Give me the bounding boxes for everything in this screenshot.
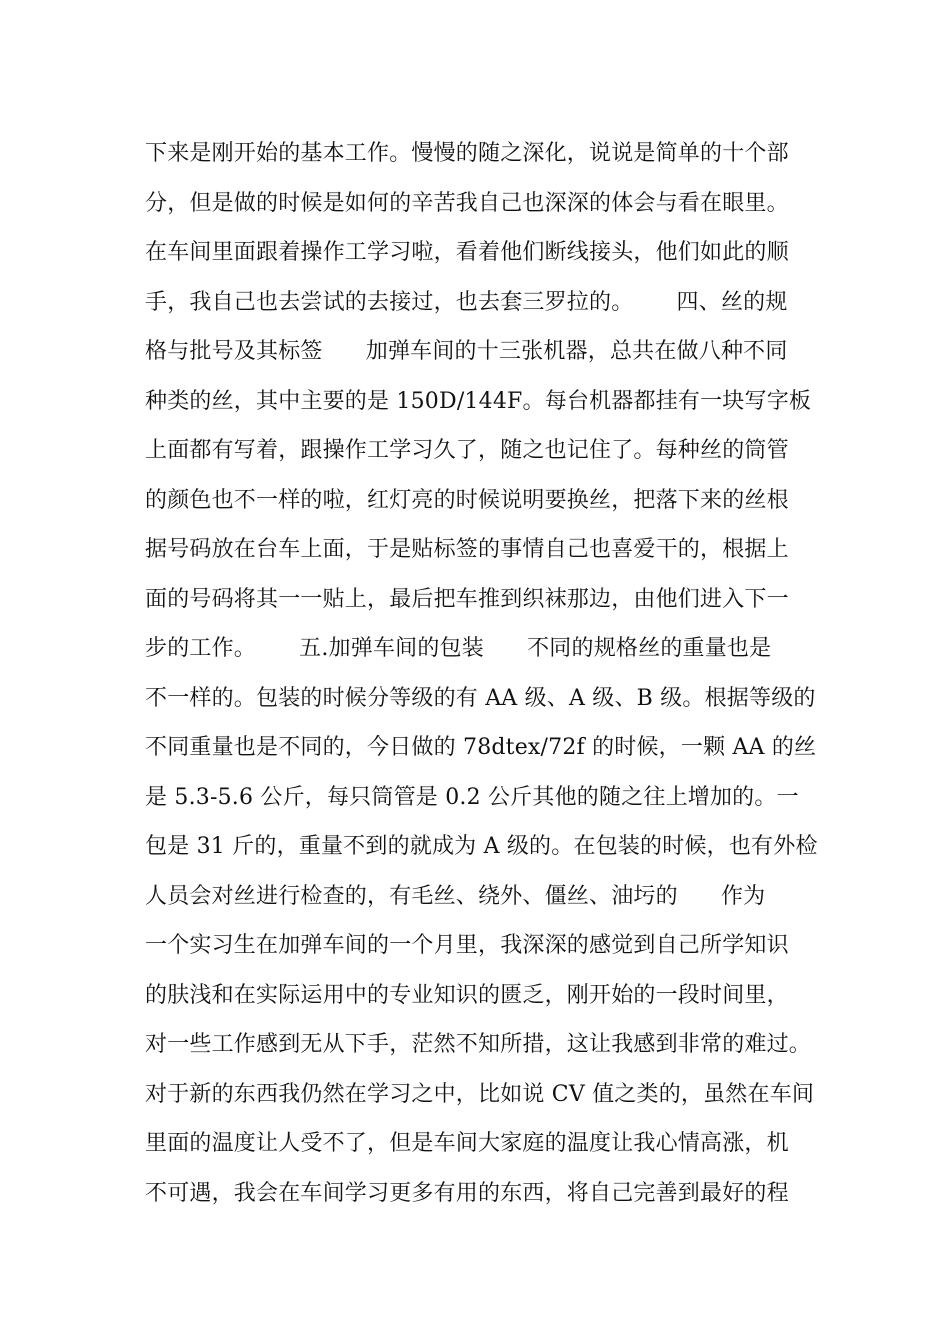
text-line: 面的号码将其一一贴上，最后把车推到织袜那边，由他们进入下一	[145, 586, 789, 612]
text-line: 的肤浅和在实际运用中的专业知识的匮乏，刚开始的一段时间里，	[145, 982, 789, 1008]
text-line: 手，我自己也去尝试的去接过，也去套三罗拉的。 四、丝的规	[145, 289, 788, 315]
text-line: 里面的温度让人受不了，但是车间大家庭的温度让我心情高涨，机	[145, 1131, 789, 1156]
body-text	[145, 129, 865, 1218]
text-line: 不可遇，我会在车间学习更多有用的东西，将自己完善到最好的程	[145, 1180, 789, 1206]
text-line: 是 5.3-5.6 公斤，每只筒管是 0.2 公斤其他的随之往上增加的。一	[145, 784, 799, 810]
text-line: 分，但是做的时候是如何的辛苦我自己也深深的体会与看在眼里。	[145, 190, 789, 216]
text-line: 一个实习生在加弹车间的一个月里，我深深的感觉到自己所学知识	[145, 933, 789, 958]
text-line: 据号码放在台车上面，于是贴标签的事情自己也喜爱干的，根据上	[145, 537, 789, 562]
text-line: 不同重量也是不同的，今日做的 78dtex/72f 的时候，一颗 AA 的丝	[145, 735, 817, 760]
text-line: 格与批号及其标签 加弹车间的十三张机器，总共在做八种不同	[145, 339, 788, 364]
text-line: 在车间里面跟着操作工学习啦，看着他们断线接头，他们如此的顺	[145, 240, 789, 265]
text-line: 对一些工作感到无从下手，茫然不知所措，这让我感到非常的难过。	[145, 1032, 812, 1057]
text-line: 的颜色也不一样的啦，红灯亮的时候说明要换丝，把落下来的丝根	[145, 487, 789, 513]
text-line: 下来是刚开始的基本工作。慢慢的随之深化，说说是简单的十个部	[145, 141, 789, 166]
text-line: 包是 31 斤的，重量不到的就成为 A 级的。在包装的时候，也有外检	[145, 834, 818, 859]
text-line: 人员会对丝进行检查的，有毛丝、绕外、僵丝、油圬的 作为	[145, 883, 766, 909]
text-line: 种类的丝，其中主要的是 150D/144F。每台机器都挂有一块写字板	[145, 388, 812, 414]
text-line: 上面都有写着，跟操作工学习久了，随之也记住了。每种丝的筒管	[145, 438, 789, 463]
text-line: 对于新的东西我仍然在学习之中，比如说 CV 值之类的，虽然在车间	[145, 1081, 815, 1107]
text-line: 不一样的。包装的时候分等级的有 AA 级、A 级、B 级。根据等级的	[145, 685, 816, 711]
text-line: 步的工作。 五.加弹车间的包装 不同的规格丝的重量也是	[145, 636, 772, 661]
